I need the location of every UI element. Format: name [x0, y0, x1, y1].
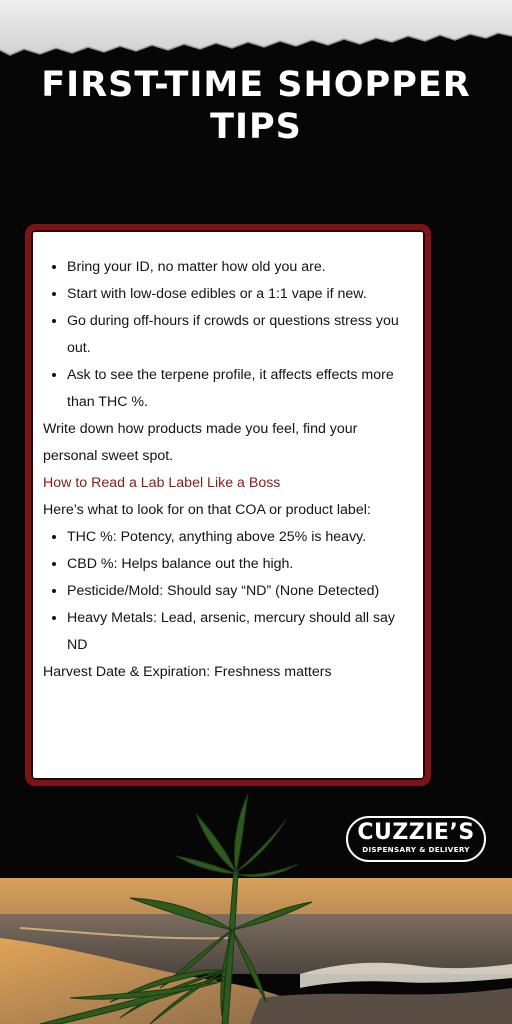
- lab-item: • CBD %: Helps balance out the high.: [67, 551, 415, 578]
- closing-text: Harvest Date & Expiration: Freshness matters: [43, 664, 332, 680]
- torn-paper-edge: [0, 0, 512, 70]
- lab-label-heading: How to Read a Lab Label Like a Boss: [43, 475, 281, 491]
- lab-item: • THC %: Potency, anything above 25% is heavy.: [67, 524, 415, 551]
- lab-item: • Heavy Metals: Lead, arsenic, mercury should all say ND: [67, 605, 415, 659]
- page-title: [0, 64, 512, 148]
- tip-item: • Ask to see the terpene profile, it affects effects more than THC %.: [67, 362, 415, 416]
- tip-item: • Bring your ID, no matter how old you are.: [67, 254, 415, 281]
- cannabis-leaf-icon: [0, 780, 320, 1024]
- lab-item: • Pesticide/Mold: Should say “ND” (None Detected): [67, 578, 415, 605]
- lab-items-list: [43, 524, 415, 659]
- brand-logo: [346, 816, 486, 862]
- note-text: Write down how products made you feel, find your personal sweet spot.: [43, 421, 358, 464]
- tip-item: • Go during off-hours if crowds or questions stress you out.: [67, 308, 415, 362]
- lab-intro-text: Here’s what to look for on that COA or product label:: [43, 502, 371, 518]
- tips-card: [25, 224, 431, 786]
- tips-list: [43, 254, 415, 416]
- tips-card-content: [43, 254, 415, 686]
- brand-tagline: DISPENSARY & DELIVERY: [362, 845, 470, 854]
- brand-name: CUZZIE’S: [357, 820, 475, 845]
- title-line-1: FIRST-TIME SHOPPER: [41, 65, 471, 105]
- tip-item: • Start with low-dose edibles or a 1:1 vape if new.: [67, 281, 415, 308]
- title-line-2: TIPS: [210, 107, 302, 147]
